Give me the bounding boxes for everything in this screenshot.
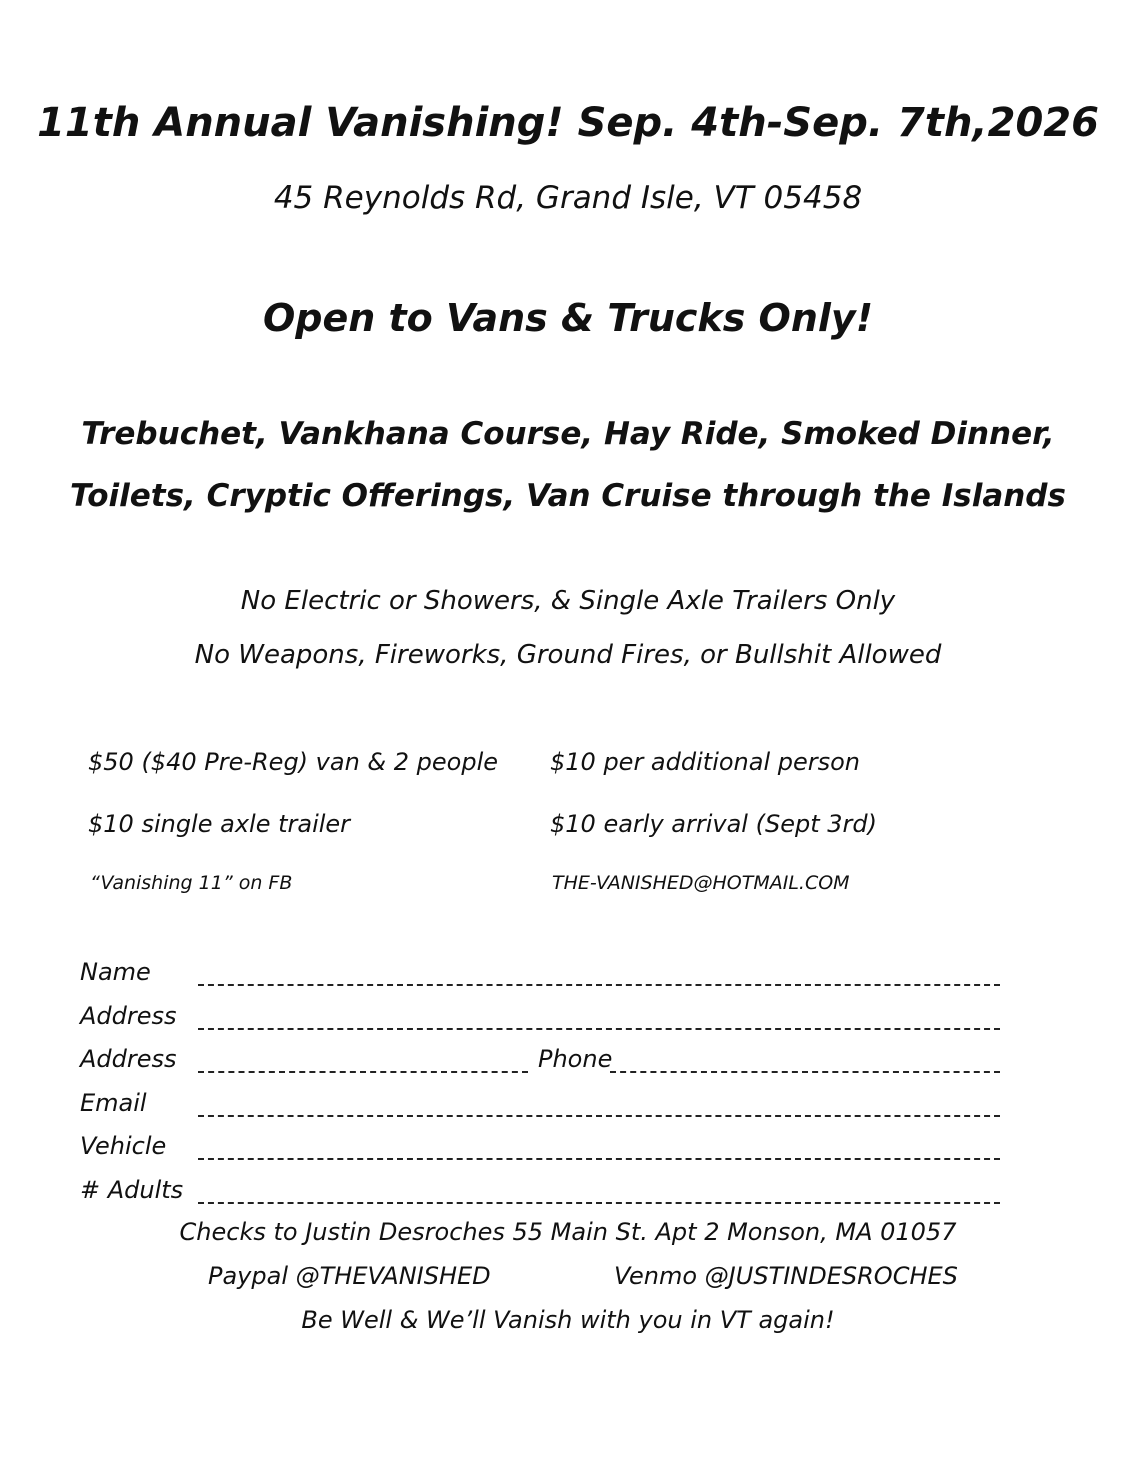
price-additional-person: $10 per additional person [550, 748, 861, 776]
phone-blank [610, 1071, 1000, 1073]
vehicle-label: Vehicle [80, 1132, 167, 1160]
address-blank-2 [198, 1071, 528, 1073]
phone-label: Phone [538, 1045, 613, 1073]
form-row-email [80, 1089, 1000, 1123]
rules-line-2: No Weapons, Fireworks, Ground Fires, or Bullshit Allowed [194, 640, 942, 670]
name-blank [198, 984, 1000, 986]
vehicle-blank [198, 1158, 1000, 1160]
price-van: $50 ($40 Pre-Reg) van & 2 people [88, 748, 499, 776]
price-early-arrival: $10 early arrival (Sept 3rd) [550, 810, 877, 838]
form-row-name [80, 958, 1000, 992]
checks-payable: Checks to Justin Desroches 55 Main St. Apt 2 Monson, MA 01057 [179, 1218, 957, 1246]
form-row-adults [80, 1176, 1000, 1210]
venmo-handle: Venmo @JUSTINDESROCHES [614, 1262, 958, 1290]
event-address: 45 Reynolds Rd, Grand Isle, VT 05458 [273, 180, 863, 216]
paypal-handle: Paypal @THEVANISHED [208, 1262, 491, 1290]
contact-email: THE-VANISHED@HOTMAIL.COM [552, 872, 850, 894]
form-row-address-1 [80, 1002, 1000, 1036]
event-title: 11th Annual Vanishing! Sep. 4th-Sep. 7th,2026 [37, 100, 1099, 146]
address-label-2: Address [80, 1045, 177, 1073]
facebook-group: “Vanishing 11” on FB [90, 872, 293, 894]
activities-line-2: Toilets, Cryptic Offerings, Van Cruise through the Islands [70, 478, 1066, 514]
activities-line-1: Trebuchet, Vankhana Course, Hay Ride, Smoked Dinner, [81, 416, 1055, 452]
eligibility-heading: Open to Vans & Trucks Only! [262, 296, 874, 340]
farewell-message: Be Well & We’ll Vanish with you in VT again! [301, 1306, 835, 1334]
form-row-address-2 [80, 1045, 1000, 1079]
email-label: Email [80, 1089, 147, 1117]
address-label-1: Address [80, 1002, 177, 1030]
price-trailer: $10 single axle trailer [88, 810, 351, 838]
form-row-vehicle [80, 1132, 1000, 1166]
name-label: Name [80, 958, 151, 986]
rules-line-1: No Electric or Showers, & Single Axle Trailers Only [240, 586, 896, 616]
adults-blank [198, 1202, 1000, 1204]
email-blank [198, 1115, 1000, 1117]
adults-label: # Adults [80, 1176, 184, 1204]
address-blank-1 [198, 1028, 1000, 1030]
